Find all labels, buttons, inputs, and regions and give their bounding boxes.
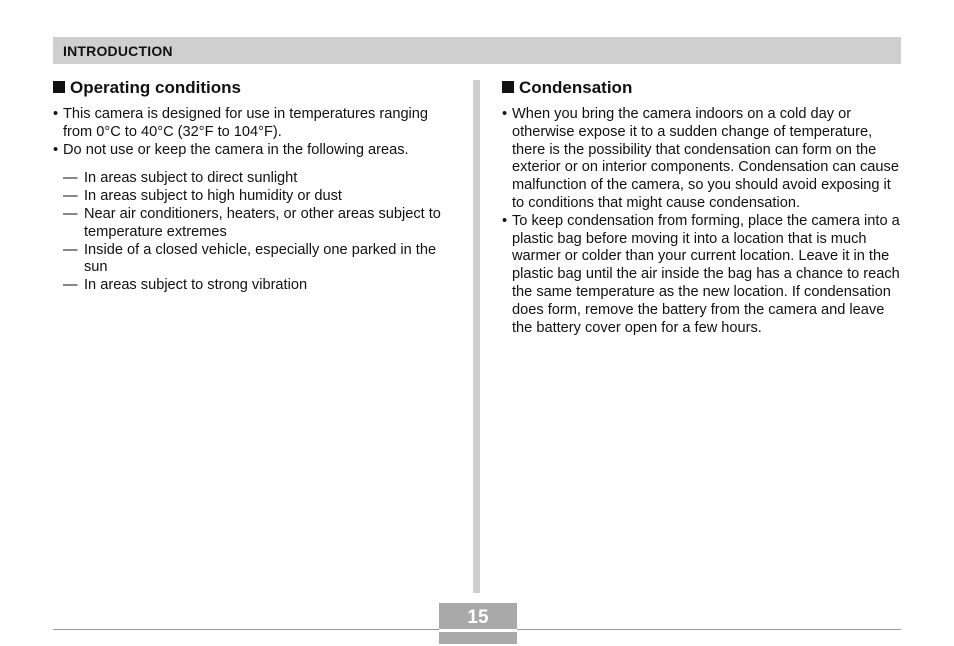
condensation-section (502, 78, 900, 337)
condensation-heading (502, 78, 900, 98)
list-item: — In areas subject to direct sunlight (63, 170, 458, 188)
section-header-bar (53, 37, 901, 64)
list-item: — In areas subject to strong vibration (63, 277, 458, 295)
square-bullet-icon (53, 81, 65, 93)
heading-text: Condensation (519, 78, 633, 97)
dash-list (53, 170, 458, 295)
page-number-box (439, 603, 517, 644)
list-item: • This camera is designed for use in temperatures ranging from 0°C to 40°C (32°F to 104°F). (53, 106, 458, 142)
operating-conditions-heading (53, 78, 458, 98)
operating-conditions-section (53, 78, 458, 295)
list-item: • To keep condensation from forming, place the camera into a plastic bag before moving it into a location that is much warmer or colder than your current location. Leave it in the plastic bag until the air inside the bag has a chance to reach the same temperature as the new location. If condensation does form, remove the battery from the camera and leave the battery cover open for a few hours. (502, 213, 900, 338)
page-number: 15 (467, 607, 489, 628)
square-bullet-icon (502, 81, 514, 93)
bullet-list (53, 106, 458, 159)
bullet-list (502, 106, 900, 337)
heading-text: Operating conditions (70, 78, 241, 97)
section-title: INTRODUCTION (63, 43, 173, 59)
list-item: • Do not use or keep the camera in the following areas. (53, 142, 458, 160)
column-divider (473, 80, 480, 593)
list-item: • When you bring the camera indoors on a cold day or otherwise expose it to a sudden change of temperature, there is the possibility that condensation can form on the exterior or on interior components. Condensation can cause malfunction of the camera, so you should avoid exposing it to conditions that might cause condensation. (502, 106, 900, 213)
list-item: — Near air conditioners, heaters, or other areas subject to temperature extremes (63, 206, 458, 242)
list-item: — In areas subject to high humidity or dust (63, 188, 458, 206)
list-item: — Inside of a closed vehicle, especially one parked in the sun (63, 242, 458, 278)
